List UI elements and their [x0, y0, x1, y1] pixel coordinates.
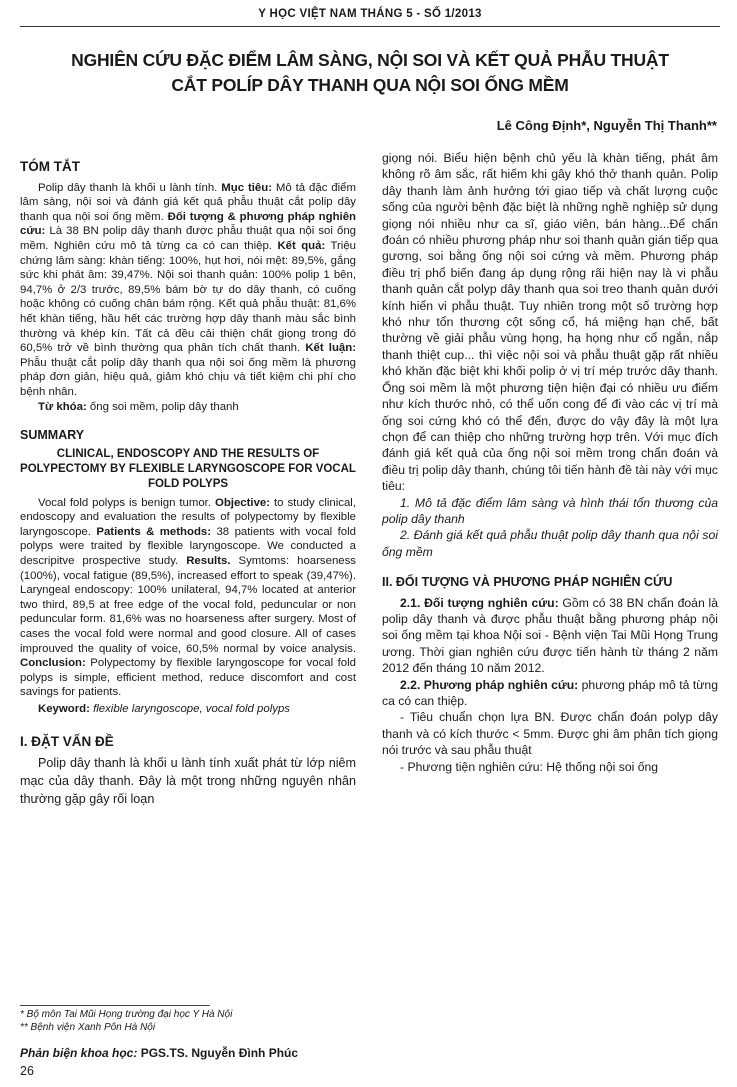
- journal-header: Y HỌC VIỆT NAM THÁNG 5 - SỐ 1/2013: [258, 8, 482, 20]
- page-number: 26: [20, 1064, 34, 1078]
- footnote-2: ** Bệnh viện Xanh Pôn Hà Nội: [20, 1022, 156, 1033]
- abstract-vi: Polip dây thanh là khối u lành tính. Mục tiêu: Mô tả đặc điểm lâm sàng, nội soi và đánh giá kết quả phẫu thuật cắt polip dây thanh qua nội soi ống mềm. Đối tượng & phương pháp nghiên cứu: Là 38 BN polip dây thanh được phẫu thuật qua nội soi ống mềm. Nghiên cứu mô tả từng ca có can thiệp. Kết quả: Triệu chứng lâm sàng: khàn tiếng: 100%, hụt hơi, nói mệt: 89,5%, gắng sức khi phát âm: 39,47%. Nội soi thanh quản: 100% polip 1 bên, 94,7% ở 2/3 trước, 89,5% bám bờ tự do dây thanh, có cuống hoặc không có cuống chân bám rộng. Kết quả phẫu thuật: 81,6% hết khàn tiếng, hầu hết các trường hợp dây thanh màu sắc bình thường và khép kín. Tất cả đều cải thiện chất giọng trong đó 60,5% trở về bình thường qua phân tích chất thanh. Kết luận: Phẫu thuật cắt polip dây thanh qua nội soi ống mềm là phương pháp đơn giản, hiệu quả, giảm khó chịu và tiết kiệm chi phí cho bệnh nhân.: [20, 181, 356, 398]
- goal-1: 1. Mô tả đặc điểm lâm sàng và hình thái tổn thương của polip dây thanh: [382, 495, 718, 526]
- section-2-1: 2.1. Đối tượng nghiên cứu: Gồm có 38 BN chẩn đoán là polip dây thanh và được phẫu thuật bằng phương pháp nội soi ống mềm tại khoa Nội soi - Bệnh viện Tai Mũi Họng Trung ương. Thời gian nghiên cứu được tiến hành từ tháng 2 năm 2012 đến tháng 10 năm 2012.: [382, 595, 719, 676]
- footnote-divider: [20, 1005, 210, 1006]
- footnote-1: * Bộ môn Tai Mũi Họng trường đại học Y Hà Nội: [20, 1009, 233, 1020]
- section-2-heading: II. ĐỐI TƯỢNG VÀ PHƯƠNG PHÁP NGHIÊN CỨU: [382, 575, 673, 590]
- reviewer: Phản biện khoa học: PGS.TS. Nguyễn Đình Phúc: [20, 1046, 299, 1060]
- article-title: [30, 48, 710, 98]
- equipment-item: - Phương tiện nghiên cứu: Hệ thống nội soi ống: [400, 759, 659, 774]
- section-1-heading: I. ĐẶT VẤN ĐỀ: [20, 733, 114, 749]
- header-divider: [20, 26, 720, 27]
- authors: Lê Công Định*, Nguyễn Thị Thanh**: [496, 118, 717, 133]
- keywords-vi: Từ khóa: ống soi mềm, polip dây thanh: [38, 400, 239, 413]
- goal-2: 2. Đánh giá kết quả phẫu thuật polip dây thanh qua nội soi ống mềm: [382, 528, 718, 559]
- summary-heading: SUMMARY: [20, 428, 85, 443]
- summary-title: CLINICAL, ENDOSCOPY AND THE RESULTS OF POLYPECTOMY BY FLEXIBLE LARYNGOSCOPE FOR VOCAL FOLD POLYPS: [20, 447, 356, 490]
- section-1-intro: Polip dây thanh là khối u lành tính xuất phát từ lớp niêm mạc của dây thanh. Đây là một trong những nguyên nhân thường gặp gây rối loạn: [20, 756, 356, 806]
- summary-body: Vocal fold polyps is benign tumor. Objective: to study clinical, endoscopy and evaluation the results of polypectomy by flexible laryngoscope. Patients & methods: 38 patients with vocal fold polyps were traited by flexible laryngoscope. We conducted a descripitve prospective study. Results. Symtoms: hoarseness (100%), vocal fatigue (89,5%), increased effort to speak (39,47%). Laryngeal endoscopy: 100% unilateral, 94,7% located at anterior two third, 89,5 at free edge of the vocal fold, peduncular or non peduncular form. 81,6% was no hoarseness after surgery. Most of cases the vocal fold were normal and good closure. All of cases improuved the quality of voice, 60,5% normal by voice analysis. Conclusion: Polypectomy by flexible laryngoscope for vocal fold polyps is simple, efficient method, reduce discomfort and cost savings for patients.: [20, 496, 357, 699]
- abstract-heading: TÓM TẮT: [20, 159, 80, 174]
- title-line-2: CẮT POLÍP DÂY THANH QUA NỘI SOI ỐNG MỀM: [171, 75, 569, 95]
- left-column: [20, 160, 356, 809]
- footnotes: [20, 1008, 360, 1034]
- section-1-continued: giọng nói. Biểu hiện bệnh chủ yếu là khàn tiếng, phát âm không rõ âm sắc, rất hiếm khi gây khó thở thanh quản. Polip dây thanh làm ảnh hưởng tới giao tiếp và chất lượng cuộc sống của người bệnh đặc biệt là những nghề nghiệp sử dụng giọng nói nhiều như ca sĩ, giáo viên, bán hàng...Để chẩn đoán có nhiều phương pháp như soi thanh quản gián tiếp qua gương, soi bằng ống nội soi cứng và mềm. Phương pháp điều trị phổ biến đang áp dụng rộng rãi hiện nay là vi phẫu thanh quản cắt polyp dây thanh qua soi treo thanh quản dưới kính hiển vi phẫu thuật. Tuy nhiên trong một số trường hợp khó như tổn thương cột sống cổ, há miệng hạn chế, bất thường về giải phẫu vùng họng, hạ họng như cổ ngắn, nắp thanh thiệt cup... thì việc nội soi và phẫu thuật gặp rất nhiều khó khăn đặc biệt khi khối polip ở vị trí mép trước dây thanh. Ống soi mềm là một phương tiện hiện đại có nhiều ưu điểm như kích thước nhỏ, có thể uốn cong để đi vào các vị trí mà ống soi cứng khó có thể đến, được do vậy đây là một lựa chọn để can thiệp cho những trường hợp trên. Với mục đích đánh giá kết quả của ống nội soi mềm trong chẩn đoán và điều trị polip dây thanh, chúng tôi tiến hành đề tài này với mục tiêu:: [382, 151, 718, 494]
- title-line-1: NGHIÊN CỨU ĐẶC ĐIỂM LÂM SÀNG, NỘI SOI VÀ KẾT QUẢ PHẪU THUẬT: [71, 50, 669, 70]
- right-column: [382, 150, 718, 775]
- criteria-item: - Tiêu chuẩn chọn lựa BN. Được chẩn đoán polyp dây thanh và có kích thước < 5mm. Được ghi âm phân tích giọng nói trước và sau phẫu thuật: [382, 710, 718, 758]
- keywords-en: Keyword: flexible laryngoscope, vocal fold polyps: [38, 703, 290, 715]
- section-2-2: 2.2. Phương pháp nghiên cứu: phương pháp mô tả từng ca có can thiệp.: [382, 677, 718, 708]
